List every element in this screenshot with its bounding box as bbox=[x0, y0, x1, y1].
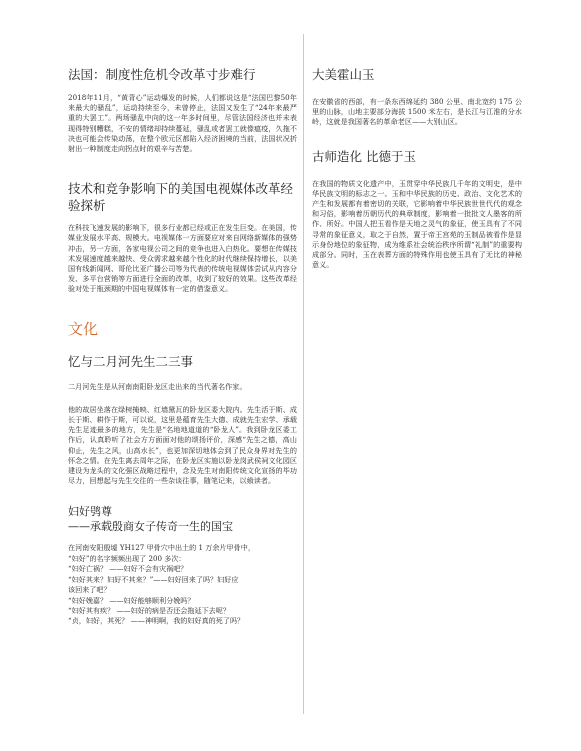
article-line: “妇好”的名字频频出现了 200 多次： bbox=[68, 553, 186, 563]
article-line: “贞，妇好，其死？ ——神明啊，我的妇好真的死了吗？ bbox=[68, 616, 245, 626]
article-title: 忆与二月河先生二三事 bbox=[68, 353, 194, 369]
column-divider bbox=[303, 34, 304, 714]
article-line: “妇好其有疾？ ——妇好的病是否还会拖延下去呢？ bbox=[68, 605, 230, 615]
article-france bbox=[68, 66, 297, 154]
section-heading-culture: 文化 bbox=[68, 319, 99, 338]
article-us-tv bbox=[68, 180, 297, 294]
article-title: 古师造化 比德于玉 bbox=[312, 148, 416, 164]
article-body: 2018年11月，“黄背心”运动爆发的时候，人们都说这是“法国巴黎50年来最大的骚乱”，运动持续至今，未曾停止，法国又发生了“24年来最严重的大罢工”。两场骚乱中向的这一年多时间里，尽管法国经济也并未表现得特别糟糕，不安的情绪却持续蔓延，骚乱或者罢工就像瘟疫，久拖不决也可能会传染动荡，在整个欧元区都陷入经济困境的当前，法国状况折射出一种制度走向拐点时的艰辛与苦楚。 bbox=[68, 93, 297, 154]
article-body: 在科技飞速发展的影响下，很多行业都已经或正在发生巨变。在美国，传媒业发展水平高、规模大。电视媒体一方面要应对来自网络新媒体的强势冲击，另一方面，各家电视公司之间的竞争也进入白热化。要想在传媒技术发展速度越来越快、受众需求越来越个性化的时代继续保持增长，以美国有线新闻网、哥伦比亚广播公司等为代表的传统电视媒体尝试从内容分发、多平台营销等方面进行全面的改革，收到了较好的效果。这些改革经验对处于瓶颈期的中国电视媒体有一定的借鉴意义。 bbox=[68, 223, 297, 294]
article-body: 在安徽省的西部，有一条东西绵延约 380 公里、南北宽约 175 公里的山脉，山地主要部分海拔 1500 米左右，是长江与江淮的分水岭，这就是我国著名的革命老区——大别山区。 bbox=[312, 97, 522, 127]
article-lines bbox=[68, 543, 297, 626]
article-subtitle-line: ——承载殷商女子传奇一生的国宝 bbox=[68, 520, 233, 534]
article-line: 在河南安阳殷墟 YH127 甲骨穴中出土的 1 万余片甲骨中， bbox=[68, 543, 255, 553]
article-line: “妇好亡祸？ ——妇好不会有灾祸吧？ bbox=[68, 564, 188, 574]
left-column bbox=[68, 66, 297, 627]
article-paragraph: 二月河先生是从河南南阳卧龙区走出来的当代著名作家。 bbox=[68, 381, 247, 391]
article-line: “妇好其来？妇好不其来？”——妇好回来了吗？妇好应 bbox=[68, 574, 239, 584]
article-fuhao bbox=[68, 504, 297, 626]
article-body: 在我国的物质文化遗产中，玉贯穿中华民族几千年的文明史，是中华民族文明的标志之一。玉和中华民族的历史、政治、文化艺术的产生和发展都有着密切的关联，它影响着中华民族世世代代的观念和习俗，影响着历朝历代的典章制度，影响着一批批文人墨客的所作、所好。中国人把玉看作是天地之灵气的象征，使玉具有了不同寻常的象征意义，取之于自然，置于帝王宫苑的玉制品被看作是显示身份地位的象征物，成为维系社会统治秩序所谓“礼制”的重要构成部分。同时，玉在表葬方面的特殊作用也使玉具有了无比的神秘意义。 bbox=[312, 178, 522, 270]
article-title: 技术和竞争影响下的美国电视媒体改革经验探析 bbox=[68, 181, 294, 214]
article-huoshan-jade bbox=[312, 66, 522, 128]
article-line: “妇好娩嘉？ ——妇好能够顺利分娩吗？ bbox=[68, 595, 195, 605]
article-paragraph: 他的故居坐落在绿树掩映、红墙黛瓦的卧龙区委大院内。先生活于斯、成长于斯、耕作于斯，可以说，这里是蕴育先生大德、成就先生宏学、承载先生足迹最多的地方，先生是“名地地道道的“卧龙人”。我到卧龙区委工作后，认真聆听了社会方方面面对他的颂扬评价，深感“先生之德，高山仰止，先生之风，山高水长”，也更加深切地体会到了民众身界对先生的怀念之情。在先生离去周年之际，在卧龙区实施以卧龙岗武侯祠文化园区建设为龙头的文化强区战略过程中，念及先生对南阳传统文化宣扬的毕功尽力，回想起与先生交往的一些杂谈往事，随笔记来，以飨读者。 bbox=[68, 404, 297, 486]
article-title-line: 妇好鸮尊 bbox=[68, 505, 112, 519]
article-title: 大美霍山玉 bbox=[312, 67, 375, 82]
article-eryuehe bbox=[68, 353, 297, 487]
right-column bbox=[312, 66, 522, 270]
article-title bbox=[68, 504, 297, 534]
article-line: 该回来了吧？ bbox=[68, 585, 111, 595]
article-title: 法国：制度性危机令改革寸步难行 bbox=[68, 67, 256, 82]
article-jade-virtue bbox=[312, 148, 522, 271]
